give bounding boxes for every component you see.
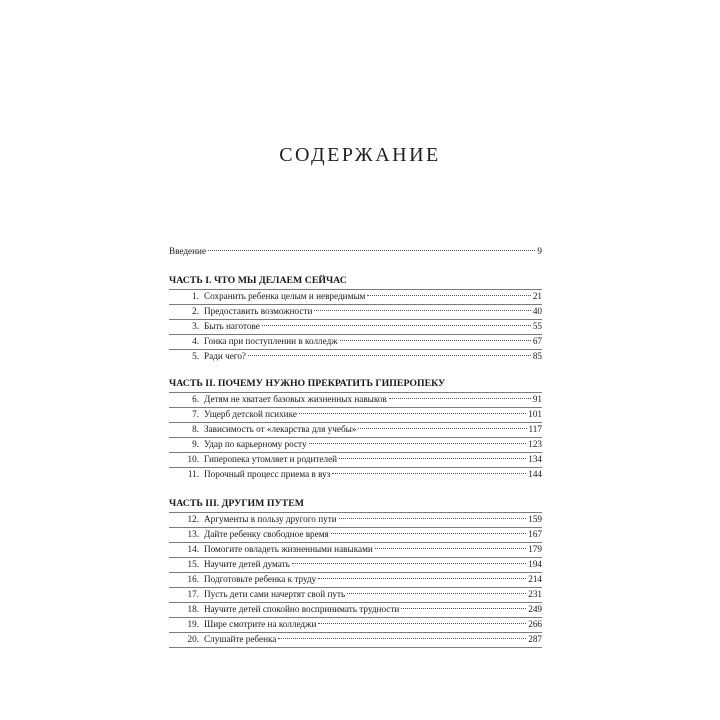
dot-leader — [332, 473, 526, 474]
toc-entry-number: 10. — [187, 454, 199, 464]
dot-leader — [314, 310, 530, 311]
toc-entry-label: Зависимость от «лекарства для учебы» — [204, 424, 357, 434]
toc-entry-label: Аргументы в пользу другого пути — [204, 514, 337, 524]
toc-entry[interactable] — [181, 304, 542, 319]
toc-entry-number: 5. — [192, 351, 199, 361]
dot-leader — [375, 548, 526, 549]
toc-entry-page: 21 — [532, 291, 542, 301]
toc-entry-label: Порочный процесс приема в вуз — [204, 469, 331, 479]
toc-entry[interactable] — [181, 572, 542, 587]
dot-leader — [278, 638, 526, 639]
dot-leader — [347, 593, 526, 594]
toc-entry[interactable] — [181, 557, 542, 572]
toc-entry-number: 13. — [187, 529, 199, 539]
toc-entry-page: 55 — [532, 321, 542, 331]
toc-entry-label: Шире смотрите на колледжи — [204, 619, 317, 629]
toc-entry-number: 11. — [187, 469, 199, 479]
toc-entry-number: 6. — [192, 394, 199, 404]
toc-entry-label: Предоставить возможности — [204, 306, 313, 316]
toc-entry[interactable] — [181, 602, 542, 617]
toc-entry-number: 14. — [187, 544, 199, 554]
toc-entry-page: 40 — [532, 306, 542, 316]
toc-entry[interactable] — [181, 452, 542, 467]
page-title: СОДЕРЖАНИЕ — [279, 144, 441, 166]
toc-entry-label: Введение — [169, 246, 207, 256]
toc-entry[interactable] — [181, 437, 542, 452]
dot-leader — [367, 295, 530, 296]
toc-entry-number: 8. — [192, 424, 199, 434]
toc-entry-number: 3. — [192, 321, 199, 331]
toc-entry-page: 266 — [528, 619, 542, 629]
toc-entry-number: 12. — [187, 514, 199, 524]
dot-leader — [358, 428, 526, 429]
toc-entry[interactable] — [181, 289, 542, 304]
toc-entry[interactable] — [181, 527, 542, 542]
toc-entry-page: 123 — [528, 439, 542, 449]
toc-entry-page: 179 — [528, 544, 542, 554]
part-heading: ЧАСТЬ I. ЧТО МЫ ДЕЛАЕМ СЕЙЧАС — [169, 275, 347, 286]
toc-entry-page: 231 — [528, 589, 542, 599]
toc-entry-label: Сохранить ребенка целым и невредимым — [204, 291, 366, 301]
toc-entry-page: 287 — [528, 634, 542, 644]
toc-entry-label: Гонка при поступлении в колледж — [204, 336, 338, 346]
toc-entry-page: 91 — [532, 394, 542, 404]
dot-leader — [309, 443, 527, 444]
dot-leader — [401, 608, 526, 609]
toc-entry-number: 1. — [192, 291, 199, 301]
part-heading: ЧАСТЬ III. ДРУГИМ ПУТЕМ — [169, 498, 304, 509]
toc-entry-label: Подготовьте ребенка к труду — [204, 574, 317, 584]
dot-leader — [389, 398, 531, 399]
toc-entry-number: 9. — [192, 439, 199, 449]
toc-entry-number: 4. — [192, 336, 199, 346]
dot-leader — [340, 340, 531, 341]
toc-entry-page: 101 — [528, 409, 542, 419]
toc-entry-label: Научите детей думать — [204, 559, 290, 569]
toc-entry-label: Гиперопека утомляет и родителей — [204, 454, 338, 464]
toc-entry-label: Детям не хватает базовых жизненных навыков — [204, 394, 387, 404]
toc-entry-label: Помогите овладеть жизненными навыками — [204, 544, 373, 554]
toc-entry-page: 214 — [528, 574, 542, 584]
toc-entry[interactable] — [181, 587, 542, 602]
dot-leader — [262, 325, 531, 326]
toc-entry[interactable] — [181, 467, 542, 482]
toc-entry[interactable] — [181, 319, 542, 334]
toc-entry[interactable] — [181, 334, 542, 349]
dot-leader — [299, 413, 526, 414]
toc-entry[interactable] — [181, 407, 542, 422]
toc-entry-page: 167 — [528, 529, 542, 539]
toc-entry-page: 67 — [532, 336, 542, 346]
dot-leader — [331, 533, 526, 534]
toc-entry-number: 2. — [192, 306, 199, 316]
dot-leader — [339, 458, 526, 459]
toc-entry-intro[interactable] — [169, 244, 542, 259]
toc-entry-label: Ущерб детской психике — [204, 409, 297, 419]
dot-leader — [248, 355, 531, 356]
toc-entry-label: Научите детей спокойно воспринимать трудности — [204, 604, 400, 614]
toc-entry-label: Слушайте ребенка — [204, 634, 277, 644]
dot-leader — [208, 250, 535, 251]
row-rule — [169, 647, 542, 648]
toc-entry-number: 19. — [187, 619, 199, 629]
toc-entry[interactable] — [181, 617, 542, 632]
toc-entry-number: 16. — [187, 574, 199, 584]
toc-entry-number: 15. — [187, 559, 199, 569]
dot-leader — [318, 578, 526, 579]
dot-leader — [339, 518, 527, 519]
toc-entry-page: 9 — [537, 246, 542, 256]
part-heading: ЧАСТЬ II. ПОЧЕМУ НУЖНО ПРЕКРАТИТЬ ГИПЕРОПЕКУ — [169, 378, 446, 389]
toc-entry[interactable] — [181, 542, 542, 557]
toc-entry-number: 7. — [192, 409, 199, 419]
toc-entry-label: Быть наготове — [204, 321, 260, 331]
toc-entry-number: 18. — [187, 604, 199, 614]
toc-entry-page: 144 — [528, 469, 542, 479]
toc-entry-number: 20. — [187, 634, 199, 644]
toc-entry-label: Дайте ребенку свободное время — [204, 529, 329, 539]
toc-entry-number: 17. — [187, 589, 199, 599]
toc-entry-label: Ради чего? — [204, 351, 246, 361]
toc-entry[interactable] — [181, 349, 542, 364]
toc-entry-page: 194 — [528, 559, 542, 569]
toc-entry[interactable] — [181, 632, 542, 647]
toc-entry-page: 85 — [532, 351, 542, 361]
toc-entry-page: 159 — [528, 514, 542, 524]
toc-entry[interactable] — [181, 392, 542, 407]
toc-entry[interactable] — [181, 512, 542, 527]
toc-entry-page: 249 — [528, 604, 542, 614]
toc-entry-page: 134 — [528, 454, 542, 464]
dot-leader — [318, 623, 526, 624]
toc-entry-label: Удар по карьерному росту — [204, 439, 307, 449]
toc-entry-page: 117 — [528, 424, 542, 434]
dot-leader — [292, 563, 526, 564]
toc-entry[interactable] — [181, 422, 542, 437]
toc-entry-label: Пусть дети сами начертят свой путь — [204, 589, 346, 599]
